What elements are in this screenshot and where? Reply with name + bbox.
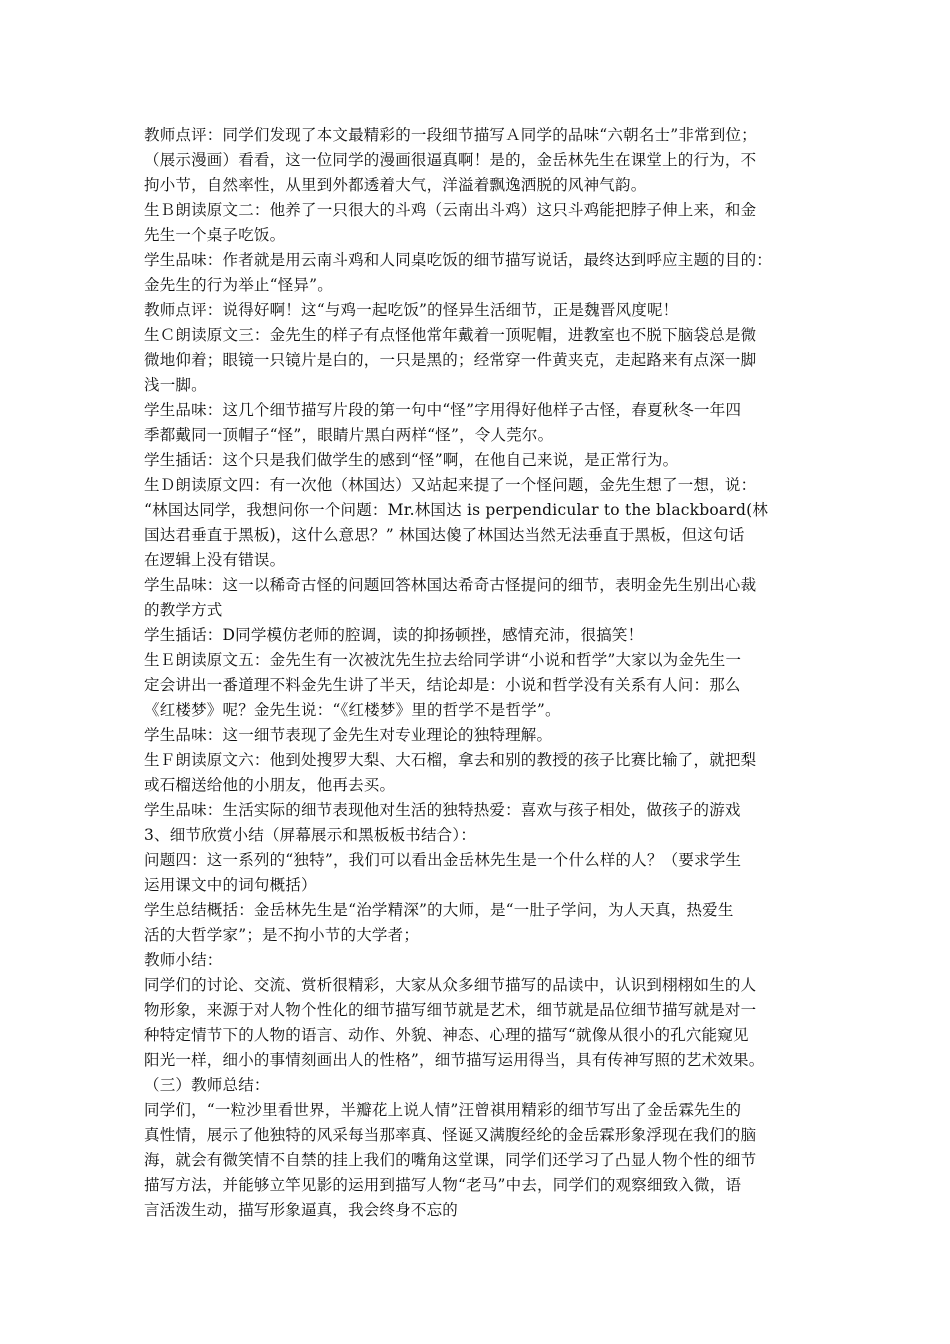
text-line: （三）教师总结： (144, 1076, 270, 1094)
text-line: 定会讲出一番道理不料金先生讲了半天，结论却是：小说和哲学没有关系有人问：那么 (144, 676, 741, 694)
text-line: 同学们，“一粒沙里看世界，半瓣花上说人情”汪曾祺用精彩的细节写出了金岳霖先生的 (144, 1101, 742, 1119)
text-line: 学生总结概括：金岳林先生是“治学精深”的大师，是“一肚子学问，为人天真，热爱生 (144, 901, 734, 919)
text-line: 金先生的行为举止“怪异”。 (144, 276, 333, 294)
text-line: 学生品味：这一以稀奇古怪的问题回答林国达希奇古怪提问的细节，表明金先生别出心裁 (144, 576, 757, 594)
text-line: 生Ｅ朗读原文五：金先生有一次被沈先生拉去给同学讲“小说和哲学”大家以为金先生一 (144, 651, 742, 669)
text-line: 《红楼梦》呢？金先生说：“《红楼梦》里的哲学不是哲学”。 (144, 701, 561, 719)
text-line: 学生插话：这个只是我们做学生的感到“怪”啊，在他自己来说，是正常行为。 (144, 451, 679, 469)
text-line: 教师点评：说得好啊！这“与鸡一起吃饭”的怪异生活细节，正是魏晋风度呢！ (144, 301, 679, 319)
text-line: 活的大哲学家”；是不拘小节的大学者； (144, 926, 420, 944)
text-line: 3、细节欣赏小结（屏幕展示和黑板板书结合）： (144, 826, 477, 844)
text-line: 在逻辑上没有错误。 (144, 551, 286, 569)
text-line: （展示漫画）看看，这一位同学的漫画很逼真啊！是的，金岳林先生在课堂上的行为，不 (144, 151, 757, 169)
text-line: 季都戴同一顶帽子“怪”，眼睛片黑白两样“怪”，令人莞尔。 (144, 426, 554, 444)
text-line: 生Ｃ朗读原文三：金先生的样子有点怪他常年戴着一顶呢帽，进教室也不脱下脑袋总是微 (144, 326, 757, 344)
text-line: 微地仰着；眼镜一只镜片是白的，一只是黑的；经常穿一件黄夹克，走起路来有点深一脚 (144, 351, 757, 369)
text-line: 描写方法，并能够立竿见影的运用到描写人物“老马”中去，同学们的观察细致入微，语 (144, 1176, 742, 1194)
text-line: 种特定情节下的人物的语言、动作、外貌、神态、心理的描写“就像从很小的孔穴能窥见 (144, 1026, 749, 1044)
text-line: 或石榴送给他的小朋友，他再去买。 (144, 776, 396, 794)
text-line: 同学们的讨论、交流、赏析很精彩，大家从众多细节描写的品读中，认识到栩栩如生的人 (144, 976, 757, 994)
text-line: 学生品味：生活实际的细节表现他对生活的独特热爱：喜欢与孩子相处，做孩子的游戏 (144, 801, 741, 819)
text-line: 真性情，展示了他独特的风采每当那率真、怪诞又满腹经纶的金岳霖形象浮现在我们的脑 (144, 1126, 757, 1144)
text-line: 教师点评：同学们发现了本文最精彩的一段细节描写Ａ同学的品味“六朝名士”非常到位； (144, 126, 757, 144)
text-line: 拘小节，自然率性，从里到外都透着大气，洋溢着飘逸洒脱的风神气韵。 (144, 176, 647, 194)
document-body (144, 123, 812, 1223)
text-line: 浅一脚。 (144, 376, 207, 394)
text-line: 学生品味：这几个细节描写片段的第一句中“怪”字用得好他样子古怪，春夏秋冬一年四 (144, 401, 742, 419)
text-line: 言活泼生动，描写形象逼真，我会终身不忘的 (144, 1201, 459, 1219)
text-line: 国达君垂直于黑板)，这什么意思？” 林国达傻了林国达当然无法垂直于黑板，但这句话 (144, 526, 745, 544)
text-line: 先生一个桌子吃饭。 (144, 226, 286, 244)
text-line: 海，就会有微笑情不自禁的挂上我们的嘴角这堂课，同学们还学习了凸显人物个性的细节 (144, 1151, 757, 1169)
text-line: 运用课文中的词句概括） (144, 876, 317, 894)
text-line: 教师小结： (144, 951, 223, 969)
text-line: “林国达同学，我想问你一个问题：Mr.林国达 is perpendicular to the blackboard(林 (144, 501, 769, 519)
text-line: 的教学方式 (144, 601, 223, 619)
text-line: 物形象，来源于对人物个性化的细节描写细节就是艺术，细节就是品位细节描写就是对一 (144, 1001, 757, 1019)
text-line: 问题四：这一系列的“独特”，我们可以看出金岳林先生是一个什么样的人？（要求学生 (144, 851, 742, 869)
text-line: 学生品味：作者就是用云南斗鸡和人同桌吃饭的细节描写说话，最终达到呼应主题的目的： (144, 251, 773, 269)
text-line: 学生插话：D同学模仿老师的腔调，读的抑扬顿挫，感情充沛，很搞笑！ (144, 626, 644, 644)
text-line: 学生品味：这一细节表现了金先生对专业理论的独特理解。 (144, 726, 553, 744)
text-line: 阳光一样，细小的事情刻画出人的性格”，细节描写运用得当，具有传神写照的艺术效果。 (144, 1051, 765, 1069)
text-line: 生Ｄ朗读原文四：有一次他（林国达）又站起来提了一个怪问题，金先生想了一想，说： (144, 476, 757, 494)
text-line: 生Ｂ朗读原文二：他养了一只很大的斗鸡（云南出斗鸡）这只斗鸡能把脖子伸上来，和金 (144, 201, 757, 219)
text-line: 生Ｆ朗读原文六：他到处搜罗大梨、大石榴，拿去和别的教授的孩子比赛比输了，就把梨 (144, 751, 757, 769)
